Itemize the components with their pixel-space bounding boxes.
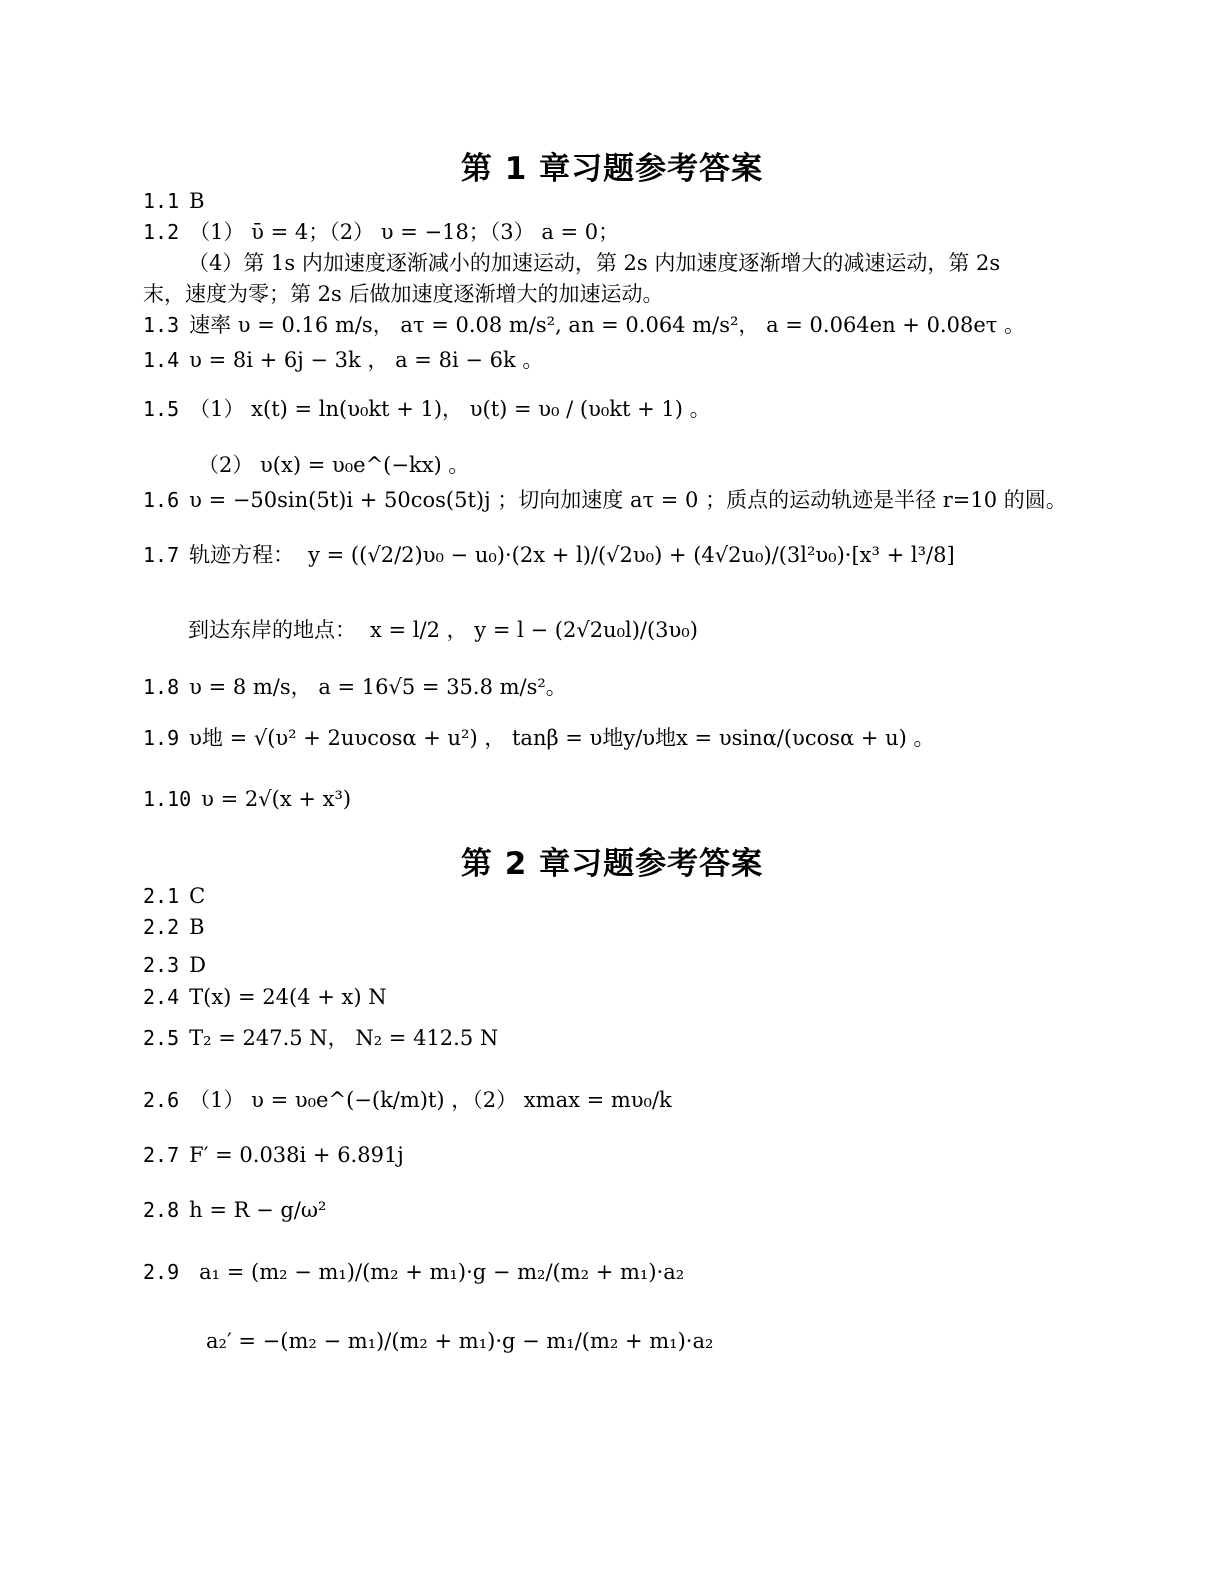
answer-1-6 bbox=[143, 487, 1067, 513]
answer-text: υ = 8i + 6j − 3k ， a = 8i − 6k 。 bbox=[189, 348, 544, 372]
answer-number: 2.9 bbox=[143, 1260, 180, 1284]
answer-text: （2） υ(x) = υ₀e^(−kx) 。 bbox=[198, 453, 470, 477]
answer-text: a₂′ = −(m₂ − m₁)/(m₂ + m₁)·g − m₁/(m₂ + m₁)·a₂ bbox=[206, 1329, 714, 1353]
answer-text: a₁ = (m₂ − m₁)/(m₂ + m₁)·g − m₂/(m₂ + m₁)·a₂ bbox=[199, 1260, 685, 1284]
answer-1-5-part2 bbox=[198, 452, 469, 478]
answer-1-7-part2 bbox=[188, 617, 698, 643]
answer-number: 2.7 bbox=[143, 1143, 180, 1167]
answer-label: 轨迹方程： bbox=[189, 543, 295, 567]
answer-text: （1） υ = υ₀e^(−(k/m)t) ，（2） xmax = mυ₀/k bbox=[189, 1088, 672, 1112]
answer-2-6 bbox=[143, 1087, 672, 1113]
answer-number: 1.8 bbox=[143, 675, 180, 699]
answer-2-3 bbox=[143, 952, 206, 978]
answer-text: υ = 8 m/s， a = 16√5 = 35.8 m/s²。 bbox=[189, 675, 567, 699]
answer-number: 2.6 bbox=[143, 1088, 180, 1112]
answer-text: 末，速度为零；第 2s 后做加速度逐渐增大的加速运动。 bbox=[143, 282, 664, 306]
answer-number: 1.6 bbox=[143, 488, 180, 512]
answer-number: 1.4 bbox=[143, 348, 180, 372]
answer-number: 1.1 bbox=[143, 189, 180, 213]
answer-2-4 bbox=[143, 984, 387, 1010]
answer-number: 2.8 bbox=[143, 1198, 180, 1222]
answer-2-1 bbox=[143, 883, 205, 909]
answer-text: T₂ = 247.5 N， N₂ = 412.5 N bbox=[189, 1026, 499, 1050]
answer-number: 1.2 bbox=[143, 220, 180, 244]
answer-1-4 bbox=[143, 347, 543, 373]
answer-text: υ = −50sin(5t)i + 50cos(5t)j ；切向加速度 aτ = 0 ；质点的运动轨迹是半径 r=10 的圆。 bbox=[189, 488, 1067, 512]
answer-text: T(x) = 24(4 + x) N bbox=[189, 985, 387, 1009]
answer-1-10 bbox=[143, 786, 351, 812]
answer-number: 2.2 bbox=[143, 915, 180, 939]
answer-1-2-part4 bbox=[188, 250, 1000, 276]
answer-text: D bbox=[189, 953, 206, 977]
answer-1-1 bbox=[143, 188, 205, 214]
answer-2-2 bbox=[143, 914, 205, 940]
answer-2-8 bbox=[143, 1197, 326, 1223]
answer-1-2 bbox=[143, 219, 619, 245]
answer-1-7 bbox=[143, 542, 955, 568]
answer-2-5 bbox=[143, 1025, 498, 1051]
answer-text: υ地 = √(υ² + 2uυcosα + u²) ， tanβ = υ地y/υ地x = υsinα/(υcosα + u) 。 bbox=[189, 726, 935, 750]
answer-2-9-part2 bbox=[206, 1328, 713, 1354]
answer-number: 1.9 bbox=[143, 726, 180, 750]
answer-number: 2.1 bbox=[143, 884, 180, 908]
answer-1-9 bbox=[143, 725, 935, 751]
answer-text: C bbox=[189, 884, 206, 908]
answer-number: 2.3 bbox=[143, 953, 180, 977]
answer-text: y = ((√2/2)υ₀ − u₀)·(2x + l)/(√2υ₀) + (4√2u₀)/(3l²υ₀)·[x³ + l³/8] bbox=[308, 543, 955, 567]
answer-text: h = R − g/ω² bbox=[189, 1198, 327, 1222]
answer-number: 2.4 bbox=[143, 985, 180, 1009]
answer-text: F′ = 0.038i + 6.891j bbox=[189, 1143, 404, 1167]
answer-text: B bbox=[189, 189, 205, 213]
answer-1-8 bbox=[143, 674, 567, 700]
answer-number: 1.10 bbox=[143, 787, 192, 811]
answer-text: （1） ῡ = 4；（2） υ = −18；（3） a = 0； bbox=[189, 220, 620, 244]
answer-text: （1） x(t) = ln(υ₀kt + 1)， υ(t) = υ₀ / (υ₀kt + 1) 。 bbox=[189, 397, 711, 421]
answer-text: υ = 2√(x + x³) bbox=[201, 787, 352, 811]
answer-2-7 bbox=[143, 1142, 404, 1168]
answer-1-3 bbox=[143, 312, 1025, 338]
answer-label: 到达东岸的地点： bbox=[188, 618, 356, 642]
answer-number: 2.5 bbox=[143, 1026, 180, 1050]
answer-number: 1.5 bbox=[143, 397, 180, 421]
chapter-2-title: 第 2 章习题参考答案 bbox=[460, 846, 764, 882]
answer-1-2-part4-cont bbox=[143, 281, 664, 307]
answer-text: 速率 υ = 0.16 m/s， aτ = 0.08 m/s², an = 0.064 m/s²， a = 0.064en + 0.08eτ 。 bbox=[189, 313, 1026, 337]
answer-2-9 bbox=[143, 1259, 684, 1285]
answer-number: 1.7 bbox=[143, 543, 180, 567]
answer-1-5 bbox=[143, 396, 711, 422]
chapter-1-title: 第 1 章习题参考答案 bbox=[460, 151, 764, 187]
answer-text: x = l/2 ， y = l − (2√2u₀l)/(3υ₀) bbox=[370, 618, 698, 642]
answer-text: （4）第 1s 内加速度逐渐减小的加速运动，第 2s 内加速度逐渐增大的减速运动，第 2s bbox=[188, 251, 1001, 275]
answer-text: B bbox=[189, 915, 205, 939]
answer-number: 1.3 bbox=[143, 313, 180, 337]
